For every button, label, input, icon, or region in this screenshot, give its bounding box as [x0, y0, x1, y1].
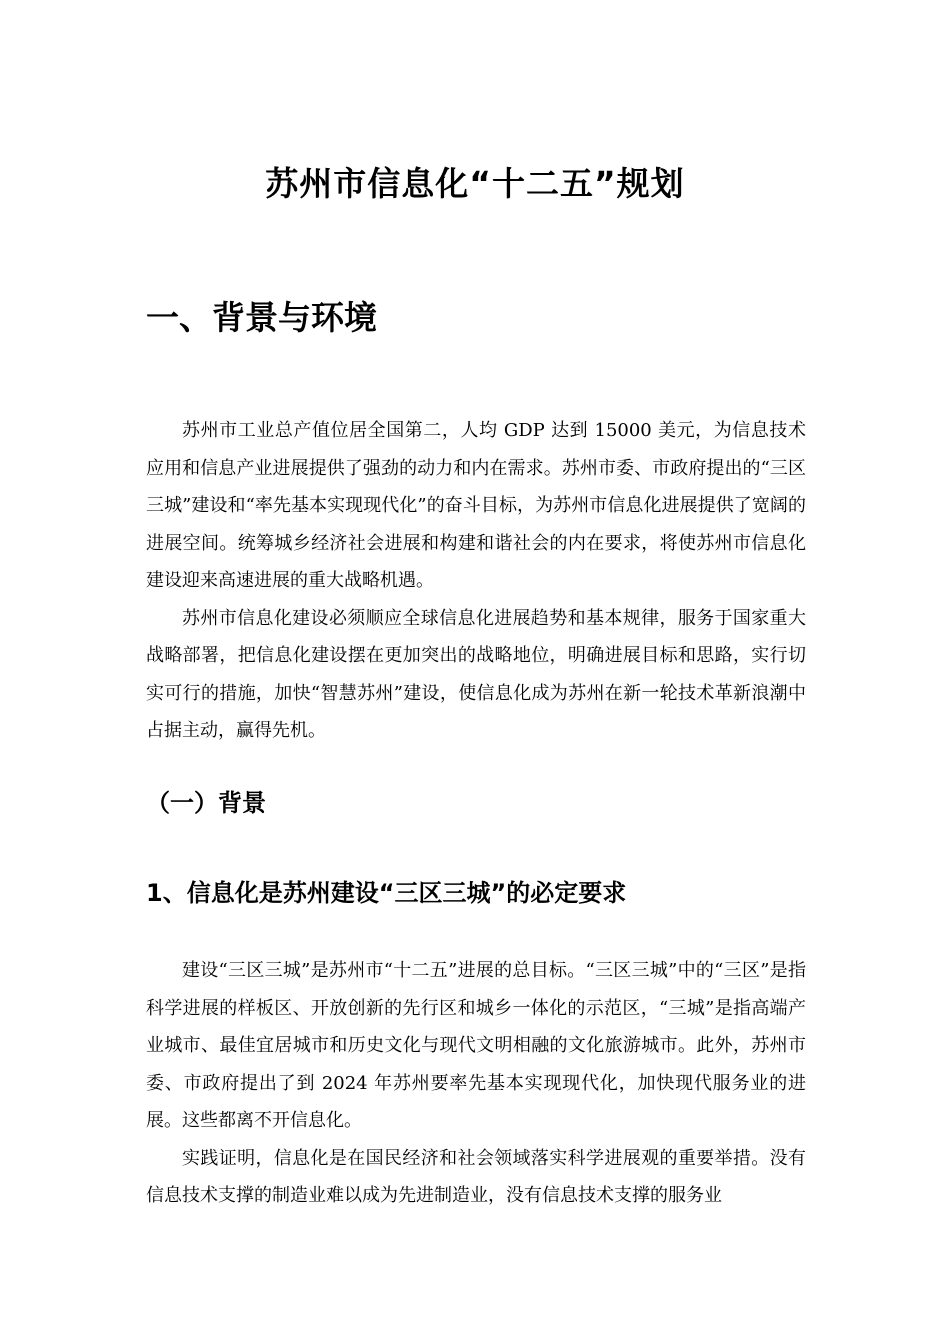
item-heading: 1、信息化是苏州建设“三区三城”的必定要求 — [146, 879, 627, 907]
item-text-block — [146, 952, 806, 1215]
paragraph: 建设“三区三城”是苏州市“十二五”进展的总目标。“三区三城”中的“三区”是指科学进展的样板区、开放创新的先行区和城乡一体化的示范区，“三城”是指高端产业城市、最佳宜居城市和历史文化与现代文明相融的文化旅游城市。此外，苏州市委、市政府提出了到 2024 年苏州要率先基本实现现代化，加快现代服务业的进展。这些都离不开信息化。 — [146, 960, 806, 1131]
section-heading: 一、背景与环境 — [146, 298, 377, 337]
subsection-heading: （一）背景 — [146, 789, 266, 817]
paragraph: 实践证明，信息化是在国民经济和社会领域落实科学进展观的重要举措。没有信息技术支撑的制造业难以成为先进制造业，没有信息技术支撑的服务业 — [146, 1147, 806, 1206]
intro-text-block — [146, 412, 806, 750]
paragraph: 苏州市信息化建设必须顺应全球信息化进展趋势和基本规律，服务于国家重大战略部署，把信息化建设摆在更加突出的战略地位，明确进展目标和思路，实行切实可行的措施，加快“智慧苏州”建设，使信息化成为苏州在新一轮技术革新浪潮中占据主动，赢得先机。 — [146, 607, 806, 741]
paragraph: 苏州市工业总产值位居全国第二，人均 GDP 达到 15000 美元，为信息技术应用和信息产业进展提供了强劲的动力和内在需求。苏州市委、市政府提出的“三区三城”建设和“率先基本实现现代化”的奋斗目标，为苏州市信息化进展提供了宽阔的进展空间。统筹城乡经济社会进展和构建和谐社会的内在要求，将使苏州市信息化建设迎来高速进展的重大战略机遇。 — [146, 420, 806, 591]
document-title: 苏州市信息化“十二五”规划 — [265, 164, 685, 203]
